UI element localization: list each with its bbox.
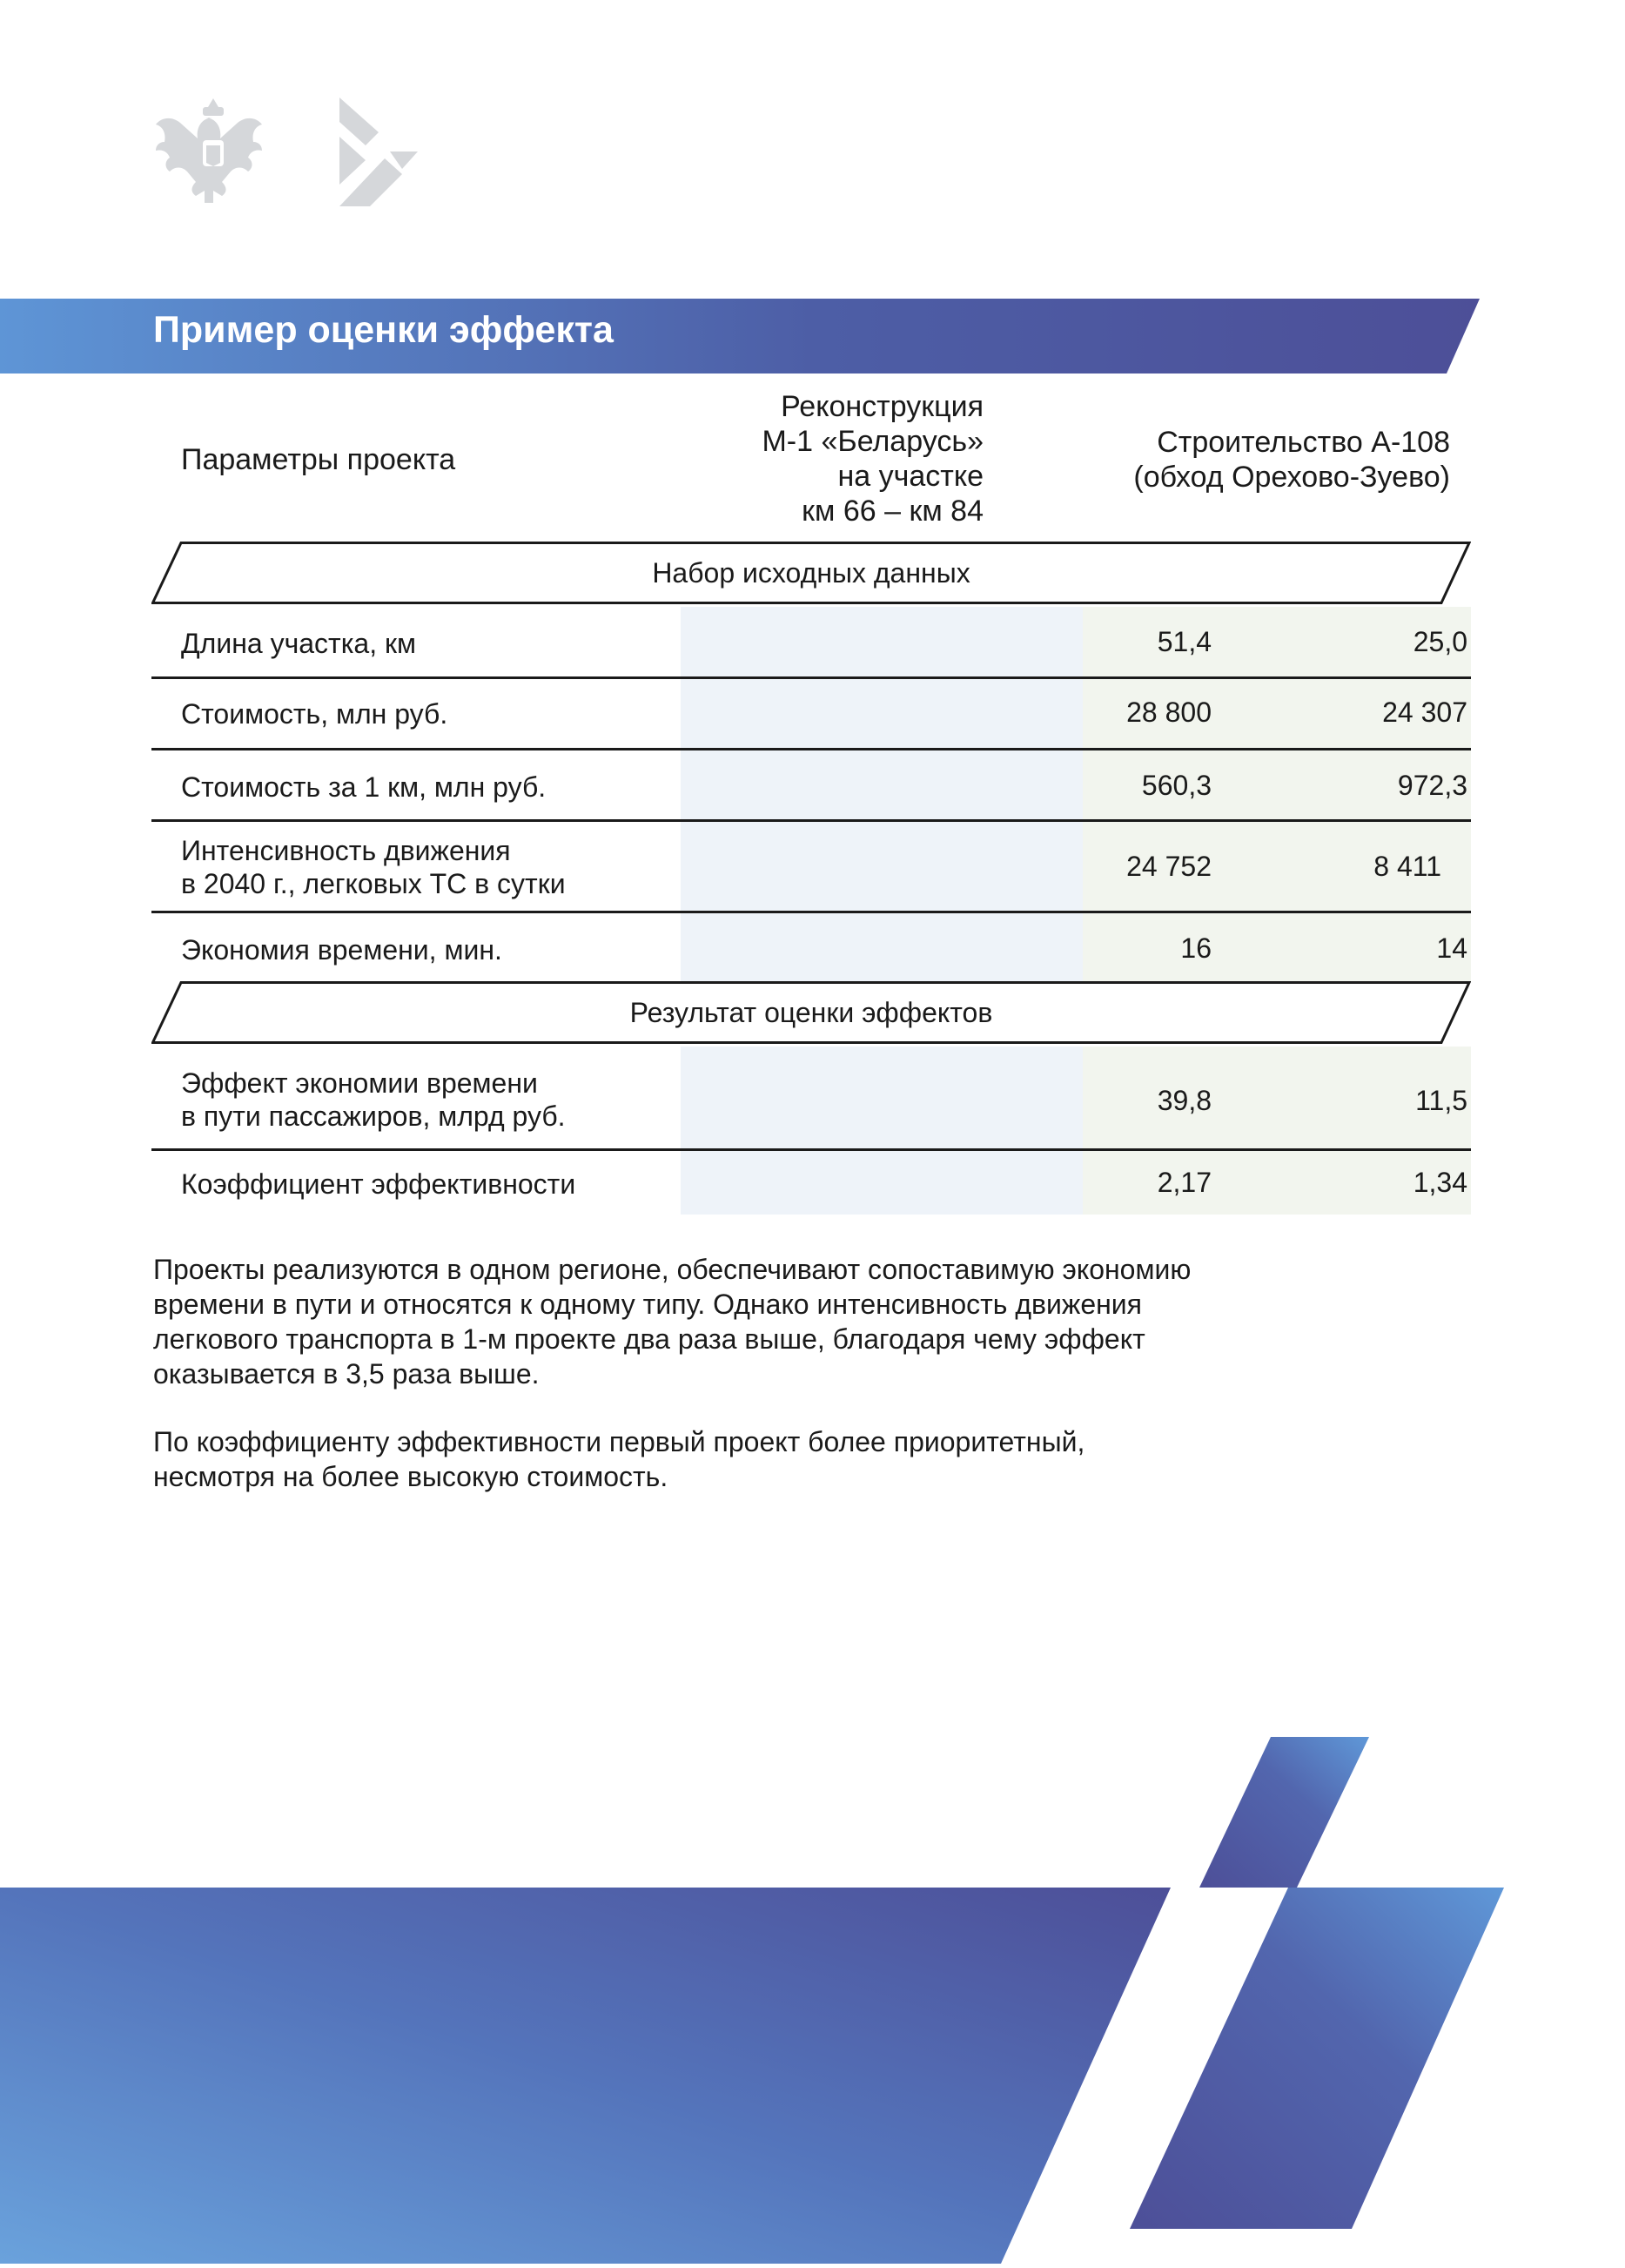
row-label: Экономия времени, мин. — [181, 934, 502, 966]
value-project1: 2,17 — [1157, 1167, 1212, 1198]
row-label: в 2040 г., легковых ТС в сутки — [181, 868, 566, 899]
value-project1: 16 — [1180, 932, 1212, 964]
paragraph-line: легкового транспорта в 1-м проекте два раза выше, благодаря чему эффект — [153, 1323, 1145, 1355]
paragraph-line: По коэффициенту эффективности первый проект более приоритетный, — [153, 1426, 1085, 1457]
value-project1: 51,4 — [1157, 626, 1212, 657]
row-label: Интенсивность движения — [181, 835, 511, 866]
project1-header-line: Реконструкция — [781, 390, 984, 423]
row-label: Коэффициент эффективности — [181, 1168, 576, 1200]
value-project2: 25,0 — [1413, 626, 1467, 657]
value-project1: 560,3 — [1141, 770, 1212, 801]
value-project2: 24 307 — [1382, 697, 1467, 728]
row-label: в пути пассажиров, млрд руб. — [181, 1100, 566, 1132]
value-project2: 972,3 — [1397, 770, 1467, 801]
row-label: Эффект экономии времени — [181, 1067, 538, 1099]
section-label: Набор исходных данных — [652, 557, 970, 589]
paragraph-line: времени в пути и относятся к одному типу. Однако интенсивность движения — [153, 1289, 1142, 1320]
paragraph-line: несмотря на более высокую стоимость. — [153, 1461, 668, 1492]
page-title: Пример оценки эффекта — [153, 309, 614, 351]
value-project1: 28 800 — [1126, 697, 1212, 728]
row-label: Стоимость за 1 км, млн руб. — [181, 771, 547, 803]
value-project1: 39,8 — [1157, 1085, 1212, 1116]
project2-header-line: Строительство А-108 — [1157, 426, 1450, 459]
row-label: Длина участка, км — [181, 628, 416, 659]
value-project2: 11,5 — [1415, 1085, 1467, 1116]
value-project1: 24 752 — [1126, 851, 1212, 882]
value-project2: 1,34 — [1413, 1167, 1467, 1198]
params-header: Параметры проекта — [181, 443, 456, 476]
value-project2: 8 411 — [1373, 851, 1441, 882]
value-project2: 14 — [1436, 932, 1467, 964]
paragraph-line: оказывается в 3,5 раза выше. — [153, 1358, 540, 1390]
paragraph-line: Проекты реализуются в одном регионе, обеспечивают сопоставимую экономию — [153, 1254, 1192, 1285]
project2-header-line: (обход Орехово-Зуево) — [1133, 461, 1450, 494]
project1-header-line: км 66 – км 84 — [802, 495, 984, 528]
section-label: Результат оценки эффектов — [629, 997, 993, 1028]
project1-header-line: на участке — [837, 460, 984, 493]
project1-header-line: М-1 «Беларусь» — [762, 425, 984, 458]
row-label: Стоимость, млн руб. — [181, 698, 448, 730]
